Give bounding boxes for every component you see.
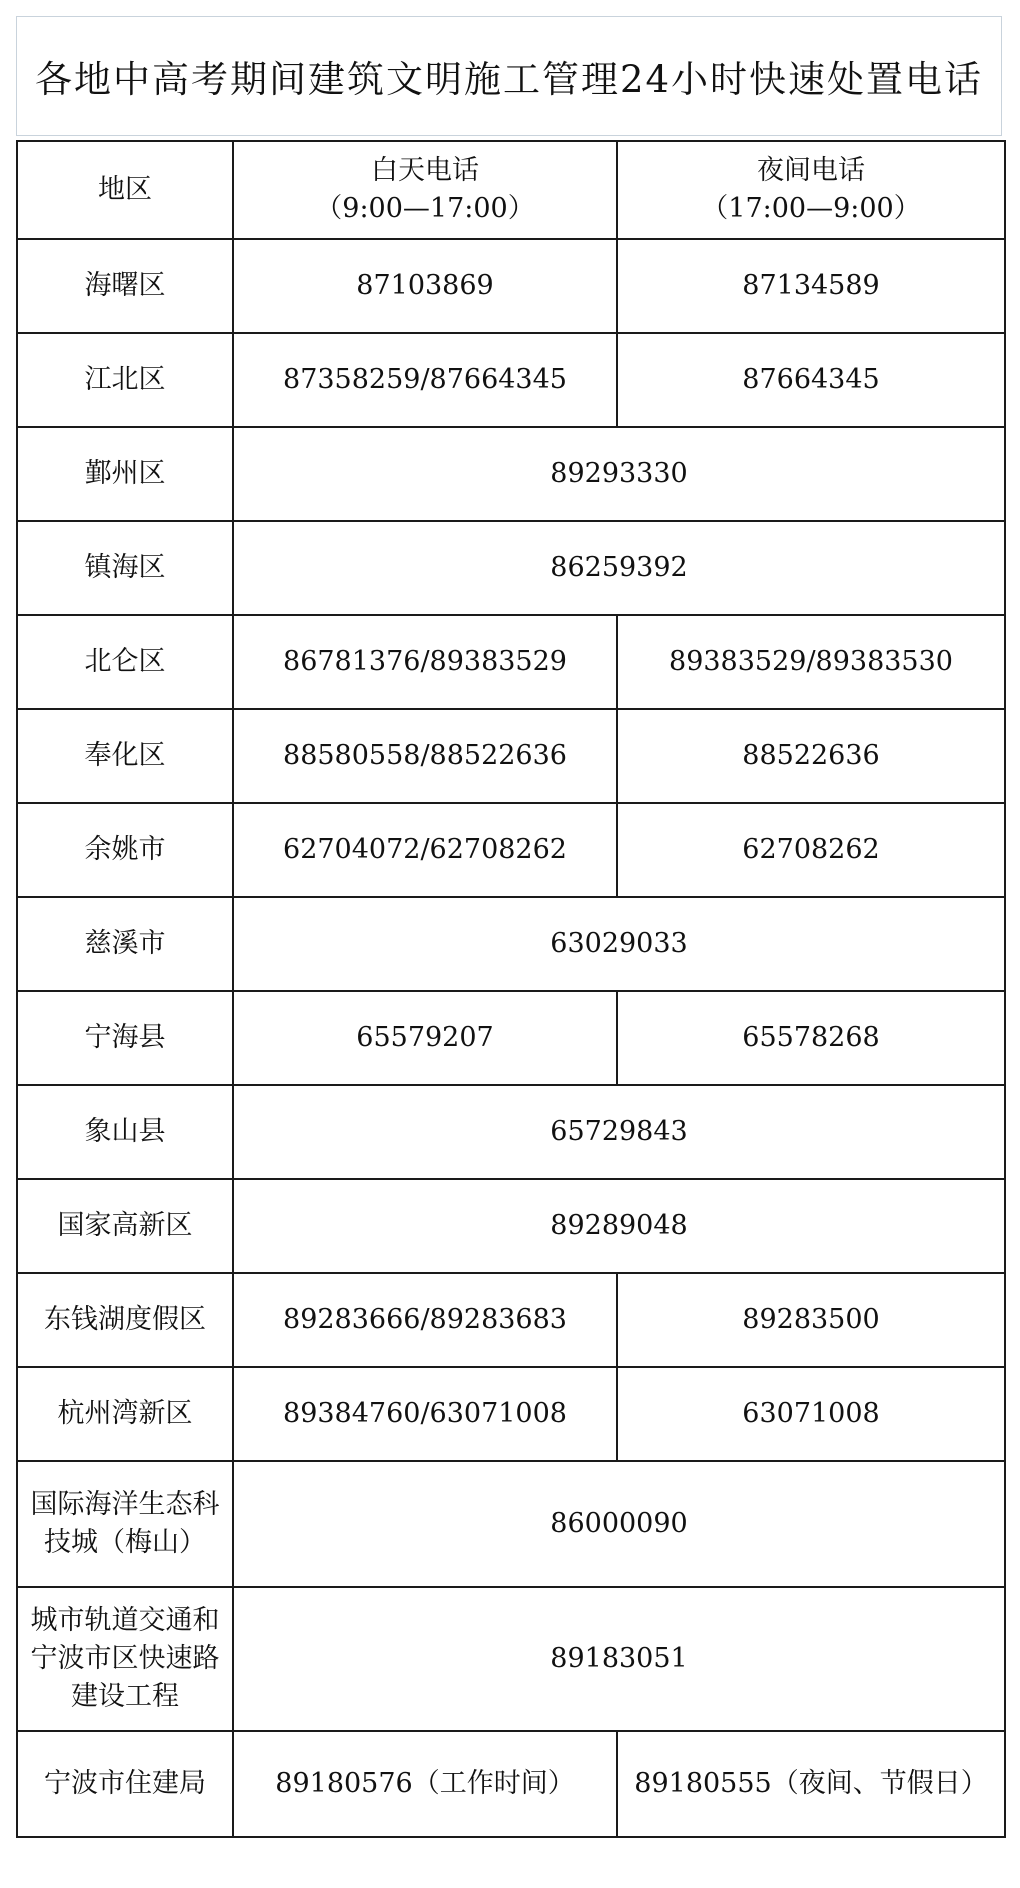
- night-phone-cell: 65578268: [617, 991, 1005, 1085]
- table-row: [17, 803, 1005, 897]
- night-phone-cell: 87664345: [617, 333, 1005, 427]
- night-phone-cell: 63071008: [617, 1367, 1005, 1461]
- header-day-hours: （9:00—17:00）: [315, 193, 535, 224]
- table-row: [17, 991, 1005, 1085]
- region-cell: 东钱湖度假区: [17, 1273, 233, 1367]
- page-title: 各地中高考期间建筑文明施工管理24小时快速处置电话: [16, 16, 1002, 136]
- all-day-phone-cell: 89183051: [233, 1587, 1005, 1731]
- table-row: [17, 1461, 1005, 1587]
- day-phone-cell: 86781376/89383529: [233, 615, 617, 709]
- header-day: [233, 141, 617, 239]
- all-day-phone-cell: 65729843: [233, 1085, 1005, 1179]
- all-day-phone-cell: 86259392: [233, 521, 1005, 615]
- region-cell: 慈溪市: [17, 897, 233, 991]
- day-phone-cell: 65579207: [233, 991, 617, 1085]
- region-cell: 奉化区: [17, 709, 233, 803]
- table-row: [17, 427, 1005, 521]
- day-phone-cell: 87103869: [233, 239, 617, 333]
- table-row: [17, 333, 1005, 427]
- region-cell: 鄞州区: [17, 427, 233, 521]
- day-phone-cell: 89283666/89283683: [233, 1273, 617, 1367]
- table-row: [17, 1587, 1005, 1731]
- table-row: [17, 1179, 1005, 1273]
- region-cell: 国家高新区: [17, 1179, 233, 1273]
- table-row: [17, 1367, 1005, 1461]
- header-day-label: 白天电话: [371, 155, 479, 187]
- table-header-row: [17, 141, 1005, 239]
- day-phone-cell: 89180576（工作时间）: [233, 1731, 617, 1837]
- day-phone-cell: 62704072/62708262: [233, 803, 617, 897]
- region-cell: 镇海区: [17, 521, 233, 615]
- day-phone-cell: 89384760/63071008: [233, 1367, 617, 1461]
- night-phone-cell: 87134589: [617, 239, 1005, 333]
- region-cell: 余姚市: [17, 803, 233, 897]
- night-phone-cell: 88522636: [617, 709, 1005, 803]
- night-phone-cell: 62708262: [617, 803, 1005, 897]
- table-row: [17, 615, 1005, 709]
- table-row: [17, 1731, 1005, 1837]
- region-cell: 国际海洋生态科技城（梅山）: [17, 1461, 233, 1587]
- all-day-phone-cell: 89289048: [233, 1179, 1005, 1273]
- header-night-label: 夜间电话: [757, 155, 865, 187]
- table-row: [17, 521, 1005, 615]
- header-night-hours: （17:00—9:00）: [701, 193, 921, 224]
- region-cell: 象山县: [17, 1085, 233, 1179]
- table-row: [17, 1085, 1005, 1179]
- hotline-table: [16, 140, 1006, 1838]
- table-row: [17, 1273, 1005, 1367]
- region-cell: 海曙区: [17, 239, 233, 333]
- region-cell: 北仑区: [17, 615, 233, 709]
- table-row: [17, 239, 1005, 333]
- night-phone-cell: 89283500: [617, 1273, 1005, 1367]
- region-cell: 宁海县: [17, 991, 233, 1085]
- table-row: [17, 897, 1005, 991]
- night-phone-cell: 89180555（夜间、节假日）: [617, 1731, 1005, 1837]
- day-phone-cell: 88580558/88522636: [233, 709, 617, 803]
- header-region: 地区: [17, 141, 233, 239]
- region-cell: 杭州湾新区: [17, 1367, 233, 1461]
- all-day-phone-cell: 89293330: [233, 427, 1005, 521]
- region-cell: 宁波市住建局: [17, 1731, 233, 1837]
- table-row: [17, 709, 1005, 803]
- night-phone-cell: 89383529/89383530: [617, 615, 1005, 709]
- region-cell: 城市轨道交通和宁波市区快速路建设工程: [17, 1587, 233, 1731]
- region-cell: 江北区: [17, 333, 233, 427]
- all-day-phone-cell: 63029033: [233, 897, 1005, 991]
- header-night: [617, 141, 1005, 239]
- day-phone-cell: 87358259/87664345: [233, 333, 617, 427]
- all-day-phone-cell: 86000090: [233, 1461, 1005, 1587]
